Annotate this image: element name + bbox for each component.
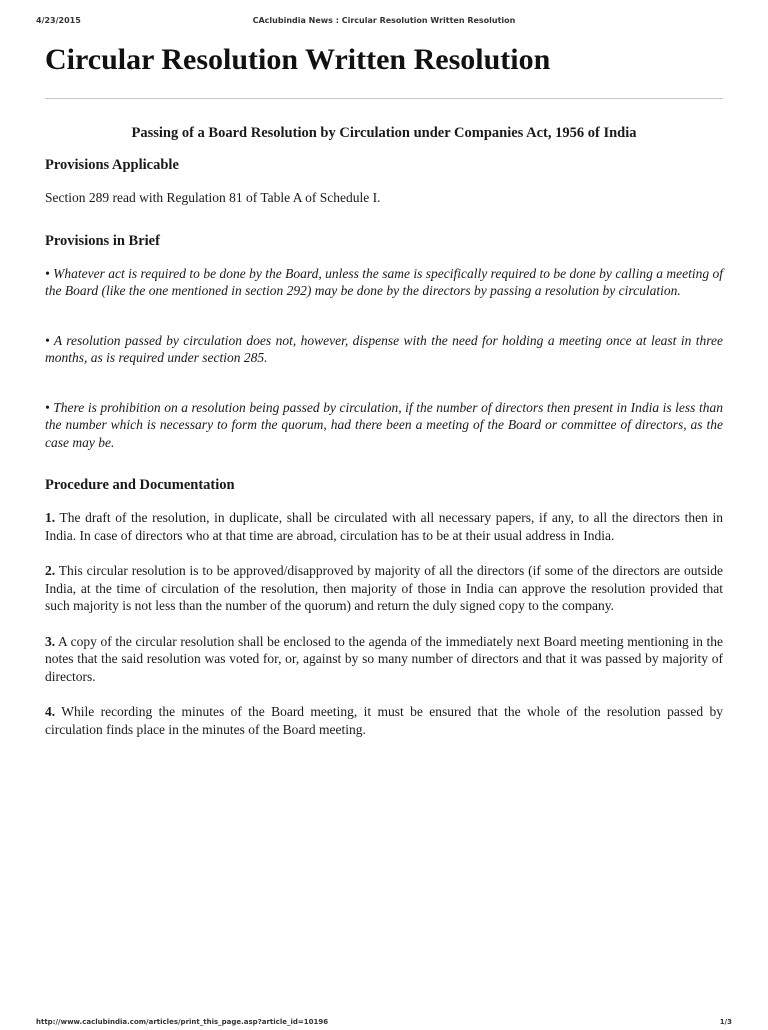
print-date: 4/23/2015	[36, 16, 81, 25]
brief-item: • A resolution passed by circulation does not, however, dispense with the need for holding a meeting once at least in three months, as is required under section 285.	[45, 332, 723, 365]
brief-item: • There is prohibition on a resolution being passed by circulation, if the number of directors then present in India is less than the number which is necessary to form the quorum, had there been a meeting of the Board or committee of directors, as the case may be.	[45, 399, 723, 450]
heading-provisions-in-brief: Provisions in Brief	[45, 232, 160, 249]
step-number: 1.	[45, 510, 56, 525]
print-page-title: CAclubindia News : Circular Resolution Written Resolution	[252, 16, 516, 25]
step-text: While recording the minutes of the Board meeting, it must be ensured that the whole of the resolution passed by circulation finds place in the minutes of the Board meeting.	[45, 704, 723, 737]
procedure-step	[45, 562, 723, 615]
step-text: A copy of the circular resolution shall be enclosed to the agenda of the immediately next Board meeting mentioning in the notes that the said resolution was voted for, or, against by so many number of directors and that it was passed by majority of directors.	[45, 633, 723, 684]
provisions-applicable-text: Section 289 read with Regulation 81 of Table A of Schedule I.	[45, 190, 381, 205]
article-content	[45, 40, 723, 738]
step-text: The draft of the resolution, in duplicate, shall be circulated with all necessary papers, if any, to all the directors then in India. In case of directors who at that time are abroad, circulation has to be at their usual address in India.	[45, 510, 723, 543]
step-text: This circular resolution is to be approved/disapproved by majority of all the directors (if some of the directors are outside India, at the time of circulation of the resolution, then majority of those in India can approve the resolution provided that such majority is not less than the number of the quorum) and return the duly signed copy to the company.	[45, 563, 723, 613]
print-footer	[36, 1018, 732, 1030]
procedure-step	[45, 509, 723, 544]
heading-procedure: Procedure and Documentation	[45, 477, 235, 493]
procedure-step	[45, 703, 723, 738]
step-number: 4.	[45, 704, 56, 719]
heading-provisions-applicable: Provisions Applicable	[45, 157, 179, 173]
procedure-step	[45, 633, 723, 686]
brief-item: • Whatever act is required to be done by the Board, unless the same is specifically required to be done by calling a meeting of the Board (like the one mentioned in section 292) may be done by the directors by passing a resolution by circulation.	[45, 265, 723, 298]
page-number: 1/3	[719, 1018, 732, 1026]
article-title: Circular Resolution Written Resolution	[45, 43, 551, 76]
step-number: 2.	[45, 563, 56, 578]
step-number: 3.	[45, 633, 56, 649]
article-subtitle: Passing of a Board Resolution by Circulation under Companies Act, 1956 of India	[131, 125, 637, 141]
print-header	[36, 16, 732, 30]
title-divider	[45, 98, 723, 99]
print-url: http://www.caclubindia.com/articles/print_this_page.asp?article_id=10196	[36, 1018, 329, 1026]
